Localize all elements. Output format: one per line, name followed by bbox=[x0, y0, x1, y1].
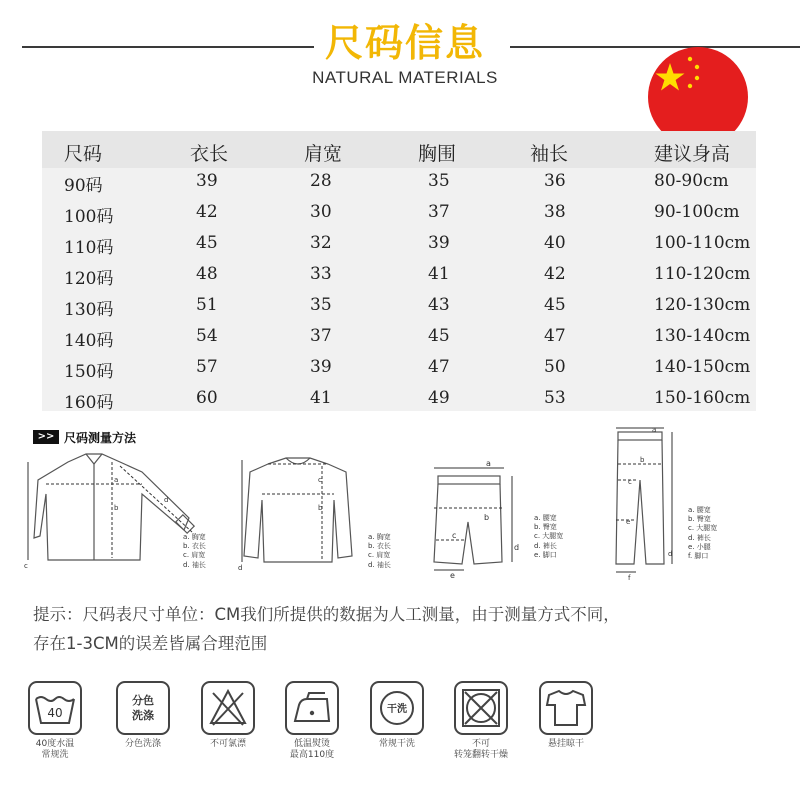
table-cell: 37 bbox=[310, 326, 332, 346]
hang-dry-icon bbox=[539, 681, 593, 735]
table-cell: 35 bbox=[428, 171, 450, 191]
pants-label-c: c bbox=[628, 478, 632, 486]
size-table bbox=[42, 131, 756, 411]
care-dry-clean bbox=[357, 681, 437, 750]
table-cell: 45 bbox=[544, 295, 566, 315]
table-cell: 41 bbox=[310, 388, 332, 408]
care-label-separate: 分色洗涤 bbox=[124, 739, 161, 749]
table-cell: 90-100cm bbox=[654, 202, 740, 222]
table-cell: 38 bbox=[544, 202, 566, 222]
table-cell: 39 bbox=[310, 357, 332, 377]
table-cell: 33 bbox=[310, 264, 332, 284]
page-title: 尺码信息 bbox=[324, 21, 485, 65]
table-cell: 100-110cm bbox=[654, 233, 751, 253]
table-cell: 32 bbox=[310, 233, 332, 253]
table-cell: 28 bbox=[310, 171, 332, 191]
table-cell: 54 bbox=[196, 326, 218, 346]
table-cell: 50 bbox=[544, 357, 566, 377]
care-wash-40 bbox=[15, 681, 95, 761]
table-cell: 140-150cm bbox=[654, 357, 751, 377]
table-cell: 47 bbox=[544, 326, 566, 346]
table-header-cell: 尺码 bbox=[64, 143, 103, 165]
shirt-label-b: b bbox=[114, 504, 119, 512]
shorts-label-a: a bbox=[486, 459, 491, 468]
table-cell: 42 bbox=[544, 264, 566, 284]
table-row-size: 130码 bbox=[64, 300, 114, 320]
pants-label-a: a bbox=[652, 426, 657, 434]
table-cell: 49 bbox=[428, 388, 450, 408]
table-cell: 42 bbox=[196, 202, 218, 222]
table-cell: 150-160cm bbox=[654, 388, 751, 408]
care-hang-dry bbox=[526, 681, 606, 750]
note-line-2: 存在1-3CM的误差皆属合理范围 bbox=[33, 634, 268, 653]
care-low-iron bbox=[272, 681, 352, 761]
sweater-label-b: b bbox=[318, 504, 323, 512]
title-divider-left bbox=[22, 46, 314, 48]
care-no-tumble-dry bbox=[441, 681, 521, 761]
table-header-cell: 肩宽 bbox=[304, 143, 343, 165]
table-row-size: 150码 bbox=[64, 362, 114, 382]
dry-clean-icon bbox=[370, 681, 424, 735]
wash-40-icon bbox=[28, 681, 82, 735]
table-row-size: 110码 bbox=[64, 238, 114, 258]
measurement-note bbox=[33, 600, 773, 658]
care-no-bleach bbox=[188, 681, 268, 750]
table-cell: 51 bbox=[196, 295, 218, 315]
svg-text:干洗: 干洗 bbox=[387, 704, 407, 715]
no-bleach-icon bbox=[201, 681, 255, 735]
pants-label-f: f bbox=[628, 574, 631, 580]
table-cell: 39 bbox=[428, 233, 450, 253]
table-cell: 53 bbox=[544, 388, 566, 408]
measure-heading-label: 尺码测量方法 bbox=[64, 430, 137, 445]
table-row-size: 140码 bbox=[64, 331, 114, 351]
shorts-diagram bbox=[428, 452, 528, 584]
table-row-size: 160码 bbox=[64, 393, 114, 413]
pants-diagram bbox=[598, 424, 688, 584]
care-label-wash: 40度水温 常规洗 bbox=[35, 739, 75, 760]
sweater-label-d: d bbox=[238, 564, 243, 572]
shirt-diagram bbox=[24, 450, 204, 579]
shirt-label-c: c bbox=[24, 562, 28, 570]
shorts-label-e: e bbox=[450, 571, 455, 580]
care-label-tumble: 不可 转笼翻转干燥 bbox=[453, 739, 508, 760]
table-cell: 57 bbox=[196, 357, 218, 377]
low-iron-icon bbox=[285, 681, 339, 735]
table-cell: 45 bbox=[196, 233, 218, 253]
table-cell: 80-90cm bbox=[654, 171, 729, 191]
care-separate-wash bbox=[103, 681, 183, 750]
shorts-label-b: b bbox=[484, 513, 490, 522]
shorts-legend: a. 腰宽 b. 臀宽 c. 大腿宽 d. 裤长 e. 脚口 bbox=[534, 514, 564, 559]
table-cell: 30 bbox=[310, 202, 332, 222]
table-header-cell: 胸围 bbox=[418, 143, 457, 165]
table-header-row bbox=[42, 131, 756, 168]
shirt-label-a: a bbox=[114, 476, 119, 484]
sweater-diagram bbox=[238, 452, 368, 581]
table-cell: 43 bbox=[428, 295, 450, 315]
table-cell: 41 bbox=[428, 264, 450, 284]
table-cell: 37 bbox=[428, 202, 450, 222]
table-row-size: 100码 bbox=[64, 207, 114, 227]
note-line-1: 提示：尺码表尺寸单位：CM我们所提供的数据为人工测量，由于测量方式不同， bbox=[33, 605, 620, 624]
table-cell: 60 bbox=[196, 388, 218, 408]
table-cell: 36 bbox=[544, 171, 566, 191]
table-cell: 48 bbox=[196, 264, 218, 284]
care-label-dry-clean: 常规干洗 bbox=[378, 739, 415, 749]
pants-legend: a. 腰宽 b. 臀宽 c. 大腿宽 d. 裤长 e. 小腿 f. 脚口 bbox=[688, 506, 718, 561]
svg-text:洗涤: 洗涤 bbox=[132, 709, 154, 722]
pants-label-d: d bbox=[668, 550, 673, 558]
table-cell: 40 bbox=[544, 233, 566, 253]
pants-label-b: b bbox=[640, 456, 645, 464]
shorts-label-d: d bbox=[514, 543, 520, 552]
shirt-legend: a. 胸宽 b. 衣长 c. 肩宽 d. 袖长 bbox=[183, 533, 206, 569]
table-row-size: 90码 bbox=[64, 176, 103, 196]
sweater-legend: a. 胸宽 b. 衣长 c. 肩宽 d. 袖长 bbox=[368, 533, 391, 569]
shorts-label-c: c bbox=[452, 531, 457, 540]
no-tumble-dry-icon bbox=[454, 681, 508, 735]
table-cell: 39 bbox=[196, 171, 218, 191]
table-cell: 35 bbox=[310, 295, 332, 315]
table-header-cell: 衣长 bbox=[190, 143, 229, 165]
svg-text:40: 40 bbox=[47, 706, 63, 720]
care-label-no-bleach: 不可氯漂 bbox=[209, 739, 246, 749]
table-cell: 47 bbox=[428, 357, 450, 377]
care-label-hang: 悬挂晾干 bbox=[547, 739, 584, 749]
page-subtitle: NATURAL MATERIALS bbox=[312, 68, 498, 87]
svg-text:分色: 分色 bbox=[132, 694, 154, 707]
table-header-cell: 袖长 bbox=[530, 143, 569, 165]
table-cell: 120-130cm bbox=[654, 295, 751, 315]
table-header-cell: 建议身高 bbox=[654, 143, 731, 165]
table-cell: 45 bbox=[428, 326, 450, 346]
pants-label-e: e bbox=[626, 518, 631, 526]
separate-wash-icon bbox=[116, 681, 170, 735]
table-cell: 110-120cm bbox=[654, 264, 751, 284]
title-divider-right bbox=[510, 46, 800, 48]
shirt-label-d: d bbox=[164, 496, 169, 504]
double-arrow-icon: >> bbox=[33, 430, 59, 444]
care-label-iron: 低温熨烫 最高110度 bbox=[289, 739, 335, 760]
table-cell: 130-140cm bbox=[654, 326, 751, 346]
table-row-size: 120码 bbox=[64, 269, 114, 289]
measure-heading bbox=[33, 429, 136, 445]
sweater-label-c: c bbox=[318, 476, 322, 484]
